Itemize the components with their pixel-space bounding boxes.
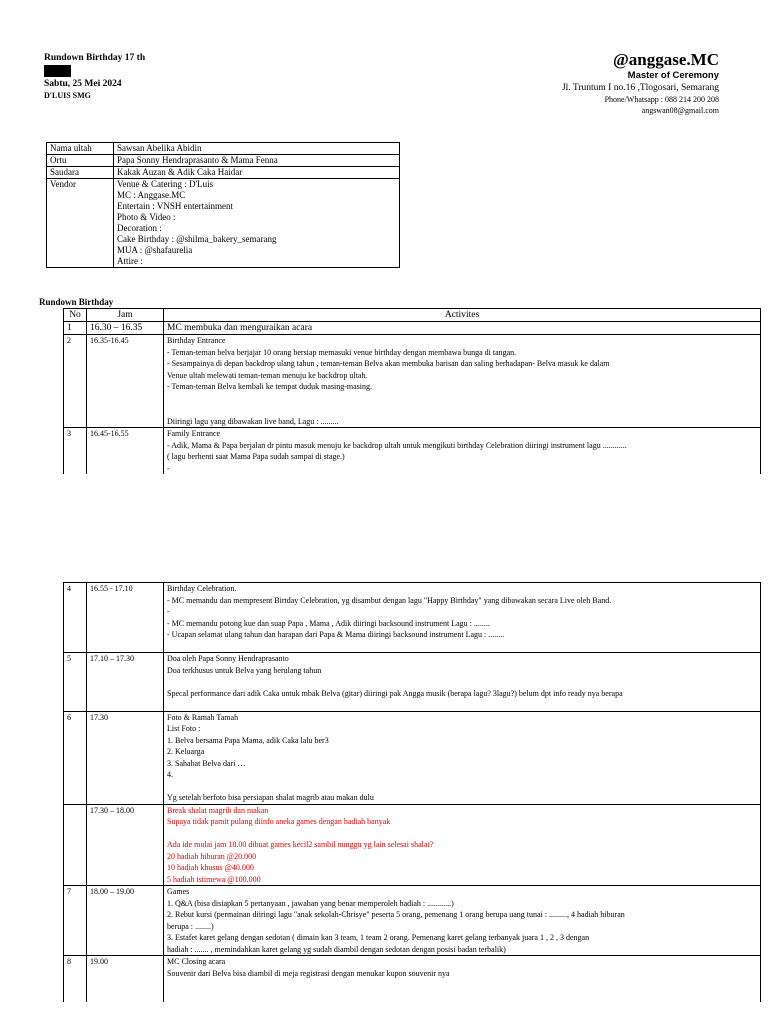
info-value-line: Papa Sonny Hendraprasanto & Mama Fenna	[117, 155, 278, 165]
rundown-no: 3	[64, 428, 87, 475]
activity-line: - Teman-teman Belva kembali ke tempat duduk masing-masing.	[167, 382, 373, 391]
rundown-row	[64, 322, 761, 335]
info-row	[47, 179, 400, 268]
activity-line: 4.	[167, 770, 173, 779]
rundown-no: 5	[64, 653, 87, 712]
activity-line: MC Closing acara	[167, 957, 226, 966]
activity-line: - Teman-teman belva berjajar 10 orang bersiap memasuki venue birthday dengan membawa bunga di tangan.	[167, 347, 517, 357]
rundown-time: 17.30 – 18.00	[87, 804, 164, 886]
activity-line	[167, 828, 757, 840]
rundown-no: 2	[64, 335, 87, 428]
activity-line: 1. Belva bersama Papa Mama, adik Caka lalu ber3	[167, 735, 329, 745]
activity-line	[167, 991, 757, 1003]
activity-line: Doa terkhusus untuk Belva yang berulang tahun	[167, 665, 322, 675]
activity-line: Souvenir dari Belva bisa diambil di meja registrasi dengan menukar kupon souvenir nya	[167, 968, 450, 978]
rundown-activity	[164, 956, 761, 1003]
rundown-row	[64, 711, 761, 804]
rundown-row	[64, 804, 761, 886]
activity-line: 1. Q&A (bisa disiapkan 5 pertanyaan , jawaban yang benar memperoleh hadiah : ............)	[167, 898, 454, 908]
info-value-line: Decoration :	[117, 223, 162, 233]
rundown-row	[64, 583, 761, 653]
rundown-no: 1	[64, 322, 87, 335]
activity-line	[167, 979, 757, 991]
info-key: Vendor	[47, 179, 114, 268]
activity-line: Venue ultah melewati teman-teman menuju ke backdrop ultah.	[167, 370, 368, 380]
activity-line: Birthday Entrance	[167, 336, 226, 345]
rundown-activity	[164, 653, 761, 712]
rundown-row	[64, 335, 761, 428]
col-header-jam: Jam	[87, 309, 164, 322]
activity-line: 2. Rebut kursi (permainan diiringi lagu "anak sekolah-Chrisye" peserta 5 orang, pemenang 1 orang berupa uang tunai : ........., 4 hadiah hiburan	[167, 910, 625, 919]
activity-line: -	[167, 463, 170, 473]
redaction-block	[44, 65, 71, 77]
col-header-no: No	[64, 309, 87, 322]
rundown-row	[64, 886, 761, 956]
rundown-activity	[164, 428, 761, 475]
col-header-activities: Activites	[164, 309, 761, 322]
activity-line: -	[167, 607, 170, 616]
activity-line: - MC memandu potong kue dan suap Papa , Mama , Adik diiringi backsound instrument Lagu : ........	[167, 618, 490, 628]
activity-line: 2. Keluarga	[167, 747, 205, 756]
rundown-no: 8	[64, 956, 87, 1003]
info-value	[114, 179, 400, 268]
info-value-line: Entertain : VNSH entertainment	[117, 201, 234, 211]
info-value-line: Sawsan Abelika Abidin	[117, 143, 202, 153]
rundown-time: 18.00 – 19.00	[87, 886, 164, 956]
rundown-time: 16.45-16.55	[87, 428, 164, 475]
activity-line: - Adik, Mama & Papa berjalan dr pintu masuk menuju ke backdrop ultah untuk mengikuti birthday Celebration diiringi instrument lagu ............	[167, 440, 627, 450]
activity-line: Yg setelah berfoto bisa persiapan shalat magrib atau makan dulu	[167, 793, 374, 802]
activity-line: - Sesampainya di depan backdrop ulang tahun , teman-teman Belva akan membuka barisan dan saling berhadapan- Belva masuk ke dalam	[167, 359, 610, 368]
brand-role: Master of Ceremony	[627, 70, 719, 81]
activity-line	[167, 404, 757, 416]
activity-line	[167, 393, 757, 405]
activity-line: hadiah : ....... , memindahkan karet gelang yg sudah diambil dengan sedotan dengan posisi badan terbalik)	[167, 944, 506, 954]
rundown-activity	[164, 711, 761, 804]
info-table	[46, 142, 400, 268]
activity-line: Foto & Ramah Tamah	[167, 712, 239, 722]
info-row	[47, 167, 400, 179]
activity-line: MC membuka dan menguraikan acara	[167, 323, 313, 333]
activity-line: 3. Sahabat Belva dari …	[167, 758, 246, 768]
rundown-time: 17.10 – 17.30	[87, 653, 164, 712]
rundown-no: 4	[64, 583, 87, 653]
activity-line: Supaya tidak pamit pulang diinfo aneka games dengan hadiah banyak	[167, 817, 391, 826]
activity-line	[167, 699, 757, 711]
activity-line: 5 hadiah istimewa @100.000	[167, 874, 261, 884]
activity-line: List Foto :	[167, 724, 201, 733]
event-date: Sabtu, 25 Mei 2024	[44, 79, 122, 89]
activity-line: Games	[167, 887, 190, 896]
info-value	[114, 167, 400, 179]
activity-line: - MC memandu dan mempresent Birtday Celebration, yg disambut dengan lagu "Happy Birthday" yang dibawakan secara Live oleh Band.	[167, 595, 612, 605]
brand-name: @anggase.MC	[612, 50, 719, 69]
activity-line	[167, 781, 757, 793]
activity-line	[167, 676, 757, 688]
info-value-line: MC : Anggase.MC	[117, 190, 186, 200]
event-header	[44, 52, 145, 102]
activity-line: berupa : ........)	[167, 921, 214, 931]
mc-brand-block	[562, 50, 719, 116]
activity-line: Specal performance dari adik Caka untuk mbak Belva (gitar) diiringi pak Angga musik (berapa lagu? 3lagu?) belum dpt info ready nya berapa	[167, 688, 623, 698]
rundown-time: 16.30 – 16.35	[87, 322, 164, 335]
info-value-line: Photo & Video :	[117, 212, 176, 222]
info-row	[47, 155, 400, 167]
info-row	[47, 143, 400, 155]
brand-email: angswan08@gmail.com	[641, 106, 719, 115]
event-venue: D'LUIS SMG	[44, 91, 91, 100]
rundown-title: Rundown Birthday	[39, 297, 114, 307]
rundown-time: 16.35-16.45	[87, 335, 164, 428]
info-key: Saudara	[47, 167, 114, 179]
info-key: Ortu	[47, 155, 114, 167]
rundown-no: 6	[64, 711, 87, 804]
event-title: Rundown Birthday 17 th	[44, 53, 146, 63]
rundown-row	[64, 428, 761, 475]
rundown-no: 7	[64, 886, 87, 956]
info-value-line: Attire :	[117, 256, 143, 266]
info-value-line: Venue & Catering : D'Luis	[117, 179, 214, 189]
activity-line: 3. Estafet karet gelang dengan sedotan ( dimain kan 3 team, 1 team 2 orang. Pemenang karet gelang terbanyak juara 1 , 2 , 3 dengan	[167, 933, 590, 942]
activity-line: Break shalat magrib dan makan	[167, 805, 269, 815]
rundown-activity	[164, 886, 761, 956]
rundown-activity	[164, 804, 761, 886]
rundown-time: 17.30	[87, 711, 164, 804]
activity-line: Diiringi lagu yang dibawakan live band, Lagu : .........	[167, 416, 339, 426]
rundown-header-row	[64, 309, 761, 322]
info-value-line: MUA : @shafaurelia	[117, 245, 193, 255]
rundown-table-page1	[63, 308, 761, 474]
activity-line: 10 hadiah khusus @40.000	[167, 863, 254, 872]
rundown-activity	[164, 335, 761, 428]
rundown-activity	[164, 322, 761, 335]
activity-line: Doa oleh Papa Sonny Hendraprasanto	[167, 654, 289, 663]
activity-line: Ada ide mulai jam 18.00 dibuat games kecil2 sambil nunggu yg lain selesai shalat?	[167, 840, 434, 849]
rundown-time: 16.55 - 17.10	[87, 583, 164, 653]
rundown-row	[64, 956, 761, 1003]
activity-line: Family Entrance	[167, 429, 221, 438]
info-value	[114, 155, 400, 167]
rundown-row	[64, 653, 761, 712]
rundown-time: 19.00	[87, 956, 164, 1003]
rundown-no	[64, 804, 87, 886]
activity-line: - Ucapan selamat ulang tahun dan harapan dari Papa & Mama diiringi backsound instrument Lagu : ........	[167, 630, 505, 639]
activity-line: Birthday Celebration.	[167, 584, 237, 593]
activity-line: ( lagu berhenti saat Mama Papa sudah sampai di stage.)	[167, 452, 345, 461]
rundown-activity	[164, 583, 761, 653]
activity-line: 20 hadiah hiburan @20.000	[167, 851, 257, 861]
info-value-line: Cake Birthday : @shilma_bakery_semarang	[117, 234, 277, 244]
info-key: Nama ultah	[47, 143, 114, 155]
activity-line	[167, 641, 757, 653]
brand-address: Jl. Truntum I no.16 ,Tlogosari, Semarang	[561, 83, 719, 93]
info-value-line: Kakak Auzan & Adik Caka Haidar	[117, 167, 243, 177]
info-value	[114, 143, 400, 155]
rundown-table-page2	[63, 582, 761, 1002]
brand-phone: Phone/Whatsapp : 088 214 200 208	[604, 95, 719, 104]
